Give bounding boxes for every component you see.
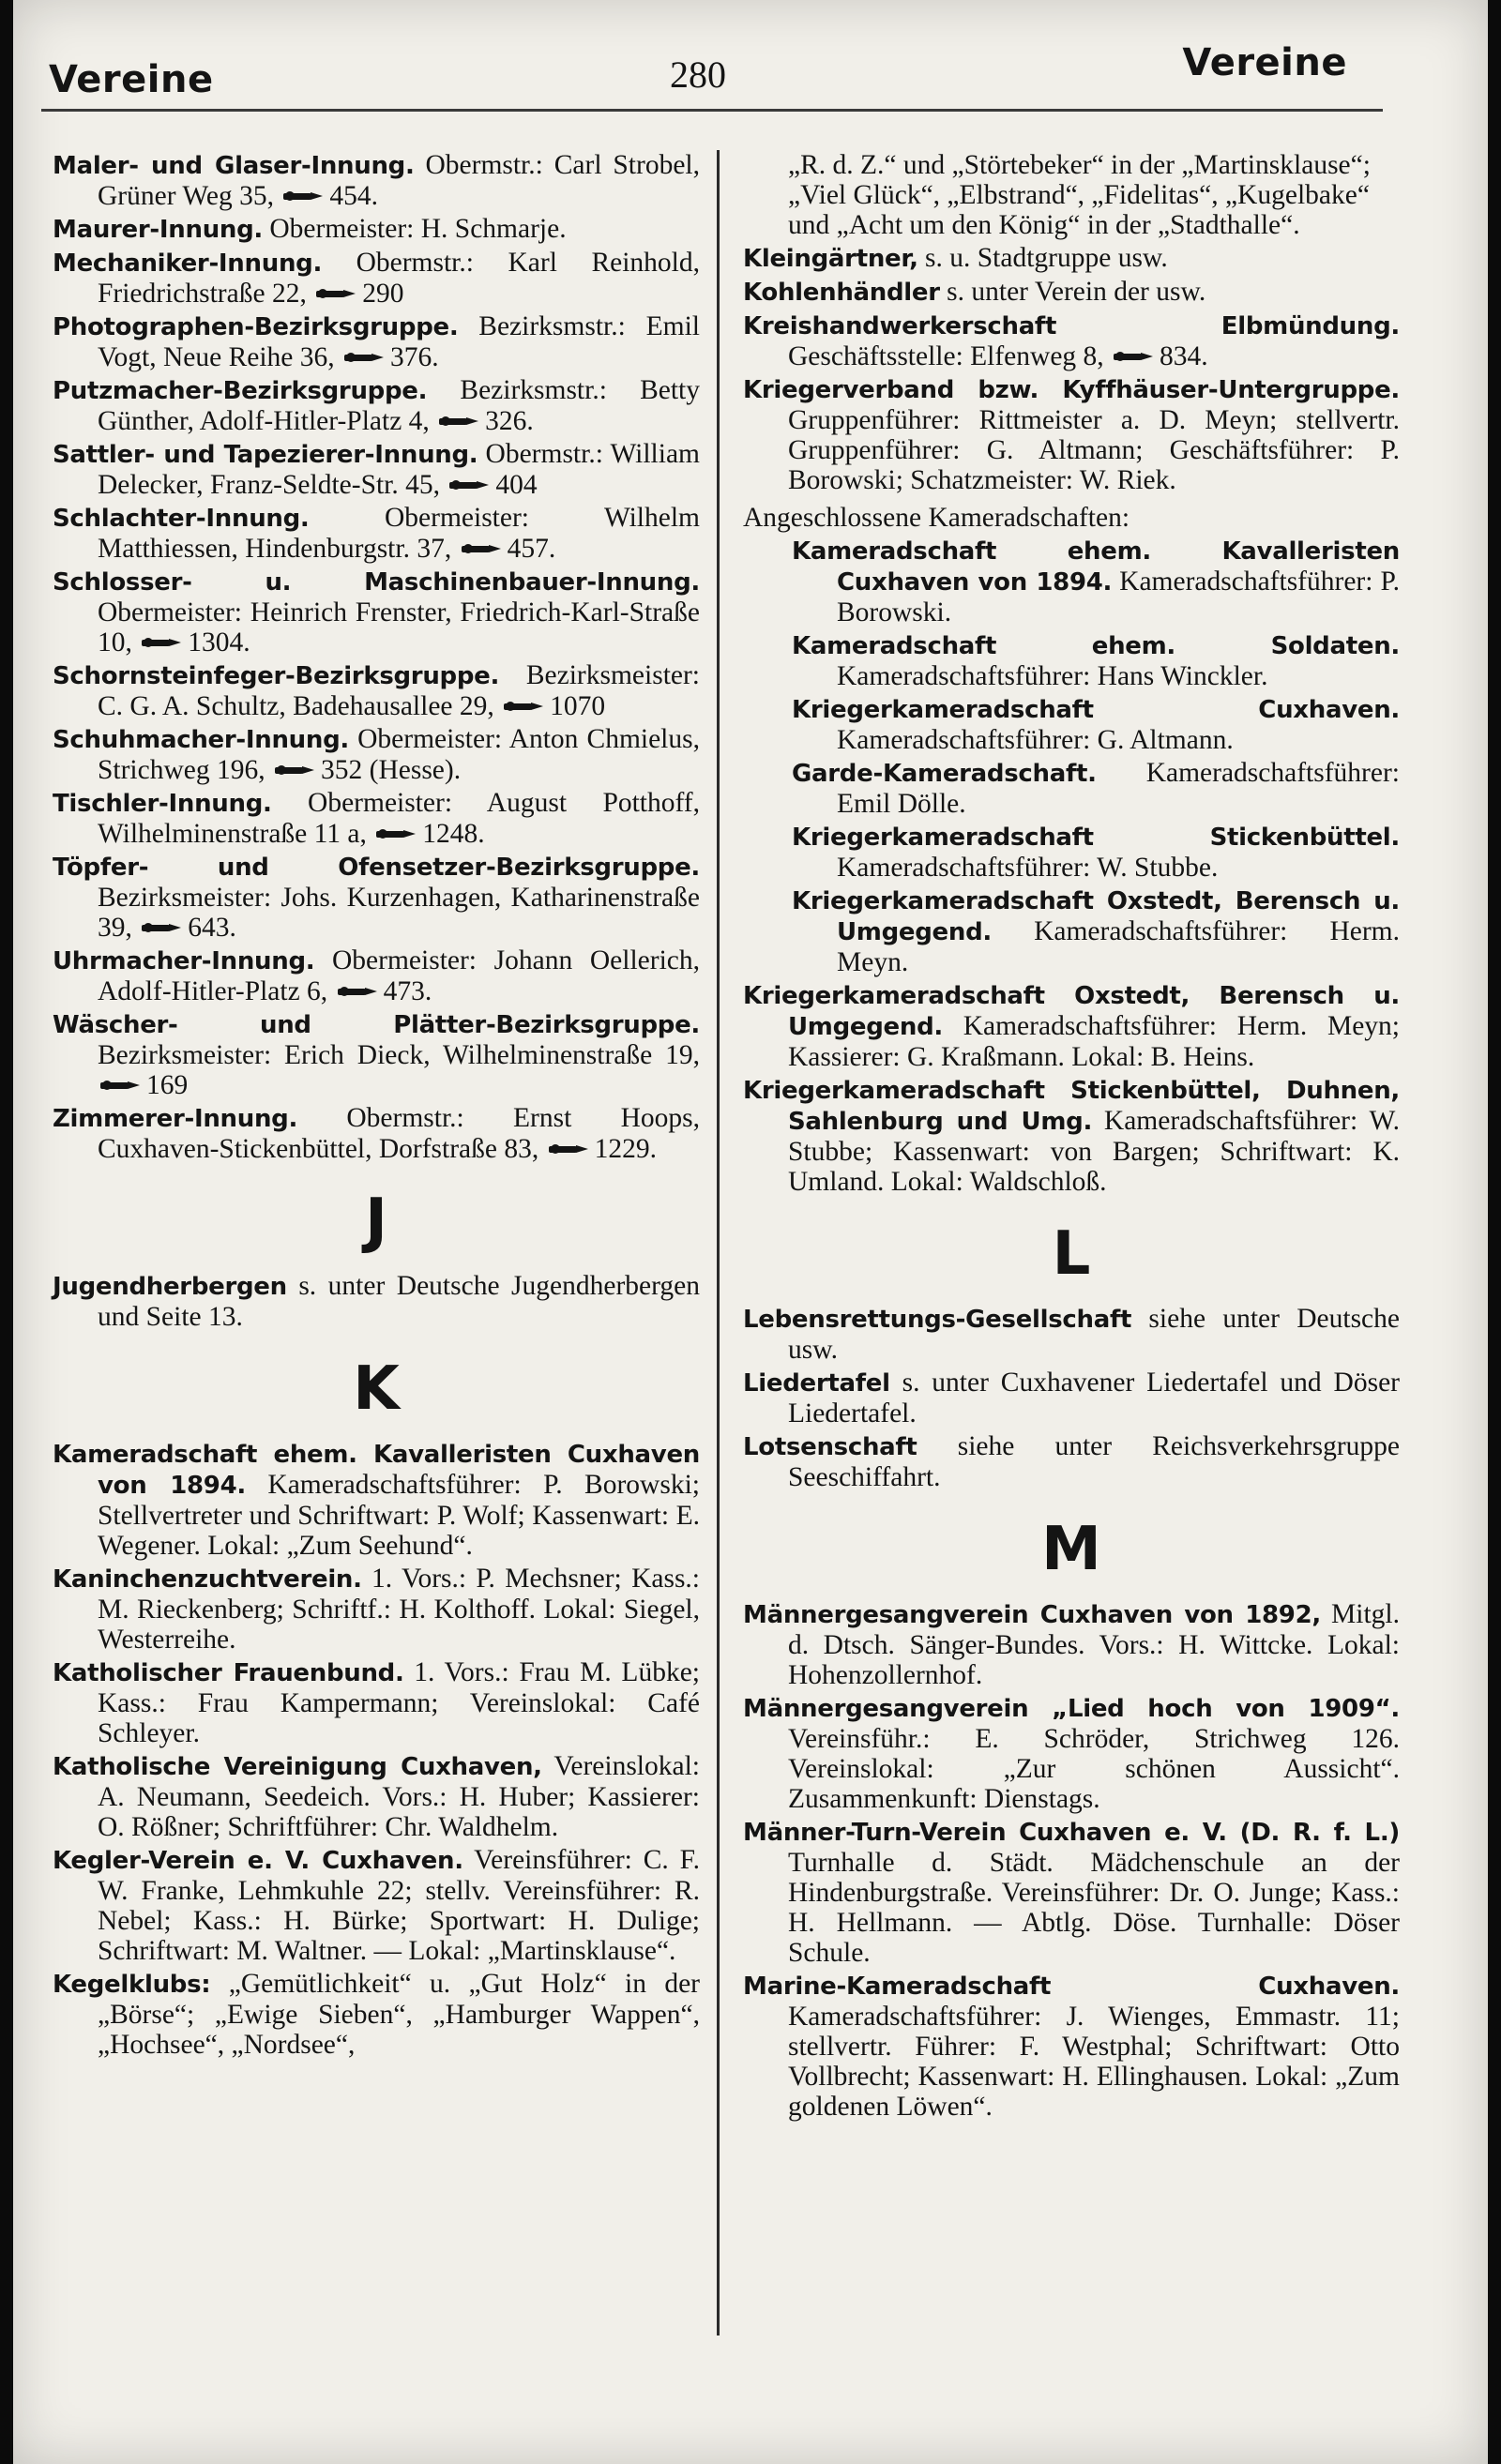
entry-name: Kriegerkameradschaft Oxstedt, Berensch u. Umgegend. bbox=[743, 982, 1400, 1041]
directory-entry bbox=[743, 694, 1400, 755]
directory-entry bbox=[53, 375, 700, 436]
directory-entry bbox=[743, 1304, 1400, 1365]
entry-name: Liedertafel bbox=[743, 1369, 890, 1398]
entry-text: s. unter Verein der usw. bbox=[939, 277, 1206, 307]
entry-name: Uhrmacher-Innung. bbox=[53, 947, 315, 975]
header-rule bbox=[41, 109, 1383, 112]
entry-text: Kameradschaftsführer: Herm. Meyn; Kassierer: G. Kraßmann. Lokal: B. Heins. bbox=[788, 1011, 1400, 1072]
entry-text: „Gemütlichkeit“ u. „Gut Holz“ in der „Börse“; „Ewige Sieben“, „Hamburger Wappen“, „Hochsee“, „Nordsee“, bbox=[98, 1969, 700, 2060]
entry-list-k-continued bbox=[743, 243, 1400, 495]
entry-text: Bezirksmstr.: Betty Günther, Adolf-Hitler-Platz 4, bbox=[98, 375, 700, 436]
entry-name: Kreishandwerkerschaft Elbmündung. bbox=[743, 312, 1400, 340]
entry-list-affiliated bbox=[743, 536, 1400, 977]
directory-entry bbox=[53, 503, 700, 564]
telephone-icon bbox=[461, 542, 502, 555]
directory-entry bbox=[53, 1009, 700, 1100]
entry-phone-number: 290 bbox=[362, 279, 404, 309]
entry-text: Obermeister: Heinrich Frenster, Friedrich-Karl-Straße 10, bbox=[98, 597, 700, 658]
page-number: 280 bbox=[670, 53, 726, 96]
entry-phone-number: 643. bbox=[188, 913, 236, 943]
entry-list-trades bbox=[53, 150, 700, 1164]
directory-entry bbox=[743, 1693, 1400, 1814]
directory-entry bbox=[53, 150, 700, 211]
entry-name: Kameradschaft ehem. Kavalleristen Cuxhaven von 1894. bbox=[53, 1441, 700, 1500]
entry-name: Putzmacher-Bezirksgruppe. bbox=[53, 377, 428, 405]
page-header bbox=[13, 0, 1488, 113]
entry-list-m bbox=[743, 1599, 1400, 2122]
telephone-icon bbox=[274, 763, 315, 777]
telephone-icon bbox=[438, 415, 479, 428]
directory-entry bbox=[743, 885, 1400, 977]
entry-text: Mitgl. d. Dtsch. Sänger-Bundes. Vors.: H. Wittcke. Lokal: Hohenzollernhof. bbox=[788, 1599, 1400, 1690]
entry-text: Obermeister: Anton Chmielus, Strichweg 196, bbox=[98, 724, 700, 785]
entry-text: Bezirksmstr.: Emil Vogt, Neue Reihe 36, bbox=[98, 311, 700, 372]
directory-entry bbox=[53, 1751, 700, 1842]
entry-phone-number: 454. bbox=[329, 181, 378, 211]
entry-phone-number: 1304. bbox=[188, 627, 250, 658]
entry-text: Kameradschaftsführer: W. Stubbe. bbox=[837, 853, 1219, 883]
directory-entry bbox=[743, 980, 1400, 1072]
directory-entry bbox=[53, 852, 700, 943]
entry-name: Kriegerkameradschaft Oxstedt, Berensch u. Umgegend. bbox=[792, 887, 1400, 946]
entry-name: Schuhmacher-Innung. bbox=[53, 726, 349, 754]
directory-entry bbox=[53, 1845, 700, 1966]
entry-phone-number: 169 bbox=[146, 1070, 189, 1100]
directory-entry bbox=[53, 439, 700, 500]
entry-name: Tischler-Innung. bbox=[53, 790, 272, 818]
directory-entry bbox=[743, 1817, 1400, 1968]
directory-entry bbox=[743, 630, 1400, 691]
directory-entry bbox=[743, 822, 1400, 883]
entry-name: Männergesangverein „Lied hoch von 1909“. bbox=[743, 1695, 1400, 1723]
directory-entry bbox=[743, 1971, 1400, 2122]
entry-text: Kameradschaftsführer: P. Borowski; Stellvertreter und Schriftwart: P. Wolf; Kassenwart: E. Wegener. Lokal: „Zum Seehund“. bbox=[98, 1470, 700, 1561]
entry-name: Wäscher- und Plätter-Bezirksgruppe. bbox=[53, 1011, 700, 1039]
entry-text: Obermstr.: William Delecker, Franz-Seldte-Str. 45, bbox=[98, 439, 700, 500]
directory-entry bbox=[53, 1657, 700, 1748]
directory-entry bbox=[743, 1075, 1400, 1197]
entry-name: Kegler-Verein e. V. Cuxhaven. bbox=[53, 1847, 463, 1875]
entry-text: Kameradschaftsführer: W. Stubbe; Kassenwart: von Bargen; Schriftwart: K. Umland. Lokal: Waldschloß. bbox=[788, 1106, 1401, 1197]
entry-name: Schlachter-Innung. bbox=[53, 505, 310, 533]
entry-phone-number: 457. bbox=[507, 534, 556, 564]
directory-entry bbox=[53, 567, 700, 658]
entry-text: siehe unter Deutsche usw. bbox=[788, 1304, 1400, 1365]
telephone-icon bbox=[141, 921, 182, 934]
entry-text: Kameradschaftsführer: G. Altmann. bbox=[837, 725, 1234, 755]
entry-name: Marine-Kameradschaft Cuxhaven. bbox=[743, 1973, 1400, 2001]
entry-text: Kameradschaftsführer: P. Borowski. bbox=[837, 567, 1400, 627]
entry-phone-number: 834. bbox=[1160, 341, 1208, 371]
entry-name: Katholische Vereinigung Cuxhaven, bbox=[53, 1753, 542, 1781]
telephone-icon bbox=[337, 985, 378, 998]
entry-name: Kameradschaft ehem. Soldaten. bbox=[792, 632, 1400, 660]
header-title-right: Vereine bbox=[1182, 41, 1347, 84]
directory-entry bbox=[743, 758, 1400, 819]
right-column bbox=[743, 150, 1400, 2124]
entry-text: siehe unter Reichsverkehrsgruppe Seeschiffahrt. bbox=[788, 1431, 1400, 1492]
entry-text: Obermstr.: Carl Strobel, Grüner Weg 35, bbox=[98, 150, 700, 211]
entry-text: s. unter Cuxhavener Liedertafel und Döser Liedertafel. bbox=[788, 1368, 1400, 1429]
entry-name: Schlosser- u. Maschinenbauer-Innung. bbox=[53, 568, 700, 597]
entry-phone-number: 1248. bbox=[422, 819, 485, 849]
entry-text: Gruppenführer: Rittmeister a. D. Meyn; stellvertr. Gruppenführer: G. Altmann; Geschäftsführer: P. Borowski; Schatzmeister: W. Riek. bbox=[788, 405, 1400, 495]
entry-name: Kameradschaft ehem. Kavalleristen Cuxhaven von 1894. bbox=[792, 537, 1400, 597]
directory-entry bbox=[53, 788, 700, 849]
entry-name: Männer-Turn-Verein Cuxhaven e. V. (D. R. f. L.) bbox=[743, 1819, 1400, 1847]
entry-name: Lotsenschaft bbox=[743, 1433, 917, 1461]
directory-entry bbox=[53, 945, 700, 1006]
entry-text: Obermeister: Wilhelm Matthiessen, Hindenburgstr. 37, bbox=[98, 503, 700, 564]
telephone-icon bbox=[99, 1079, 141, 1092]
directory-entry bbox=[53, 660, 700, 721]
entry-text: 1. Vors.: P. Mechsner; Kass.: M. Rieckenberg; Schriftf.: H. Kolthoff. Lokal: Siegel, Westerreihe. bbox=[98, 1564, 700, 1655]
entry-name: Photographen-Bezirksgruppe. bbox=[53, 313, 459, 341]
directory-entry bbox=[743, 1599, 1400, 1690]
entry-name: Männergesangverein Cuxhaven von 1892, bbox=[743, 1601, 1321, 1629]
entry-text: Kameradschaftsführer: Hans Winckler. bbox=[837, 661, 1268, 691]
entry-phone-number: 352 (Hesse). bbox=[321, 755, 462, 785]
entry-name: Kriegerkameradschaft Stickenbüttel, Duhnen, Sahlenburg und Umg. bbox=[743, 1077, 1400, 1136]
header-title-left: Vereine bbox=[49, 58, 214, 101]
directory-entry bbox=[53, 214, 700, 245]
entry-phone-number: 473. bbox=[383, 976, 432, 1006]
entry-phone-number: 376. bbox=[390, 342, 439, 372]
section-letter-m: M bbox=[1041, 1515, 1101, 1584]
telephone-icon bbox=[282, 189, 324, 203]
directory-entry bbox=[53, 1564, 700, 1655]
entry-text: Kameradschaftsführer: Emil Dölle. bbox=[837, 758, 1400, 819]
entry-text: Kameradschaftsführer: Herm. Meyn. bbox=[837, 916, 1400, 977]
directory-entry bbox=[743, 1368, 1400, 1429]
entry-name: Kohlenhändler bbox=[743, 279, 940, 307]
entry-text: Obermeister: August Potthoff, Wilhelminenstraße 11 a, bbox=[98, 788, 700, 849]
entry-name: Katholischer Frauenbund. bbox=[53, 1659, 404, 1687]
directory-entry bbox=[743, 536, 1400, 627]
entry-text: 1. Vors.: Frau M. Lübke; Kass.: Frau Kampermann; Vereinslokal: Café Schleyer. bbox=[98, 1657, 700, 1748]
telephone-icon bbox=[548, 1142, 589, 1156]
entry-name: Schornsteinfeger-Bezirksgruppe. bbox=[53, 662, 500, 690]
telephone-icon bbox=[141, 636, 182, 649]
entry-text: Bezirksmeister: Erich Dieck, Wilhelminenstraße 19, bbox=[98, 1040, 700, 1070]
entry-name: Kriegerkameradschaft Cuxhaven. bbox=[792, 696, 1400, 724]
section-letter-l: L bbox=[1052, 1219, 1091, 1289]
entry-list-j bbox=[53, 1271, 700, 1332]
entry-text: s. unter Deutsche Jugendherbergen und Seite 13. bbox=[98, 1271, 700, 1332]
directory-entry bbox=[53, 724, 700, 785]
directory-entry bbox=[53, 1271, 700, 1332]
entry-text: Vereinslokal: A. Neumann, Seedeich. Vors.: H. Huber; Kassierer: O. Rößner; Schriftführer: Chr. Waldhelm. bbox=[98, 1751, 700, 1842]
directory-entry bbox=[743, 310, 1400, 371]
entry-name: Maurer-Innung. bbox=[53, 216, 263, 244]
directory-entry bbox=[743, 374, 1400, 495]
section-letter-j: J bbox=[365, 1187, 387, 1256]
directory-entry bbox=[53, 248, 700, 309]
entry-text: s. u. Stadtgruppe usw. bbox=[917, 243, 1168, 273]
entry-name: Sattler- und Tapezierer-Innung. bbox=[53, 441, 478, 469]
directory-page bbox=[13, 0, 1488, 2464]
telephone-icon bbox=[503, 700, 544, 713]
entry-name: Garde-Kameradschaft. bbox=[792, 760, 1097, 788]
directory-entry bbox=[743, 243, 1400, 274]
continuation-text: „R. d. Z.“ und „Störtebeker“ in der „Martinsklause“; „Viel Glück“, „Elbstrand“, „Fidelitas“, „Kugelbake“ und „Acht um den König“ in der „Stadthalle“. bbox=[788, 150, 1371, 240]
entry-text: Obermeister: H. Schmarje. bbox=[263, 214, 567, 244]
entry-text: Bezirksmeister: C. G. A. Schultz, Badehausallee 29, bbox=[98, 660, 700, 721]
telephone-icon bbox=[448, 478, 490, 491]
telephone-icon bbox=[375, 827, 417, 840]
entry-phone-number: 1229. bbox=[594, 1134, 657, 1164]
entry-list-l bbox=[743, 1304, 1400, 1492]
entry-text: Obermstr.: Karl Reinhold, Friedrichstraße 22, bbox=[98, 248, 700, 309]
entry-text: Vereinsführer: C. F. W. Franke, Lehmkuhle 22; stellv. Vereinsführer: R. Nebel; Kass.: H. Bürke; Sportwart: H. Dulige; Schriftwart: M. Waltner. — Lokal: „Martinsklause“. bbox=[98, 1845, 700, 1966]
section-letter-k: K bbox=[353, 1354, 400, 1424]
left-column bbox=[53, 150, 700, 2063]
entry-name: Maler- und Glaser-Innung. bbox=[53, 152, 415, 180]
entry-list-k bbox=[53, 1439, 700, 2060]
directory-entry bbox=[53, 1439, 700, 1561]
entry-name: Lebensrettungs-Gesellschaft bbox=[743, 1306, 1132, 1334]
telephone-icon bbox=[1113, 350, 1154, 363]
entry-phone-number: 326. bbox=[485, 406, 534, 436]
entry-name: Kaninchenzuchtverein. bbox=[53, 1565, 362, 1594]
entry-text: Geschäftsstelle: Elfenweg 8, bbox=[788, 341, 1104, 371]
directory-entry bbox=[743, 1431, 1400, 1492]
directory-entry bbox=[743, 277, 1400, 308]
entry-name: Kriegerkameradschaft Stickenbüttel. bbox=[792, 824, 1400, 852]
affiliated-heading: Angeschlossene Kameradschaften: bbox=[743, 503, 1130, 533]
entry-name: Jugendherbergen bbox=[53, 1273, 287, 1301]
telephone-icon bbox=[315, 287, 356, 300]
directory-entry bbox=[53, 1969, 700, 2060]
entry-name: Kegelklubs: bbox=[53, 1971, 211, 1999]
entry-list-k-veterans bbox=[743, 980, 1400, 1197]
entry-name: Kriegerverband bzw. Kyffhäuser-Untergruppe. bbox=[743, 376, 1400, 404]
entry-text: Turnhalle d. Städt. Mädchenschule an der Hindenburgstraße. Vereinsführer: Dr. O. Junge; Kass.: H. Hellmann. — Abtlg. Döse. Turnhalle: Döser Schule. bbox=[788, 1848, 1400, 1968]
telephone-icon bbox=[343, 351, 385, 364]
entry-name: Kleingärtner, bbox=[743, 245, 918, 273]
entry-name: Mechaniker-Innung. bbox=[53, 249, 323, 278]
entry-text: Obermeister: Johann Oellerich, Adolf-Hitler-Platz 6, bbox=[98, 945, 700, 1006]
directory-entry bbox=[53, 1103, 700, 1164]
directory-entry bbox=[53, 311, 700, 372]
entry-text: Kameradschaftsführer: J. Wienges, Emmastr. 11; stellvertr. Führer: F. Westphal; Schriftwart: Otto Vollbrecht; Kassenwart: H. Ellinghausen. Lokal: „Zum goldenen Löwen“. bbox=[788, 2002, 1400, 2122]
entry-name: Töpfer- und Ofensetzer-Bezirksgruppe. bbox=[53, 854, 700, 882]
entry-text: Bezirksmeister: Johs. Kurzenhagen, Katharinenstraße 39, bbox=[98, 883, 700, 943]
entry-text: Vereinsführ.: E. Schröder, Strichweg 126. Vereinslokal: „Zur schönen Aussicht“. Zusammenkunft: Dienstags. bbox=[788, 1724, 1400, 1814]
column-divider bbox=[717, 150, 720, 2336]
entry-phone-number: 404 bbox=[495, 470, 538, 500]
entry-phone-number: 1070 bbox=[550, 691, 606, 721]
entry-text: Obermstr.: Ernst Hoops, Cuxhaven-Stickenbüttel, Dorfstraße 83, bbox=[98, 1103, 700, 1164]
entry-name: Zimmerer-Innung. bbox=[53, 1105, 298, 1133]
